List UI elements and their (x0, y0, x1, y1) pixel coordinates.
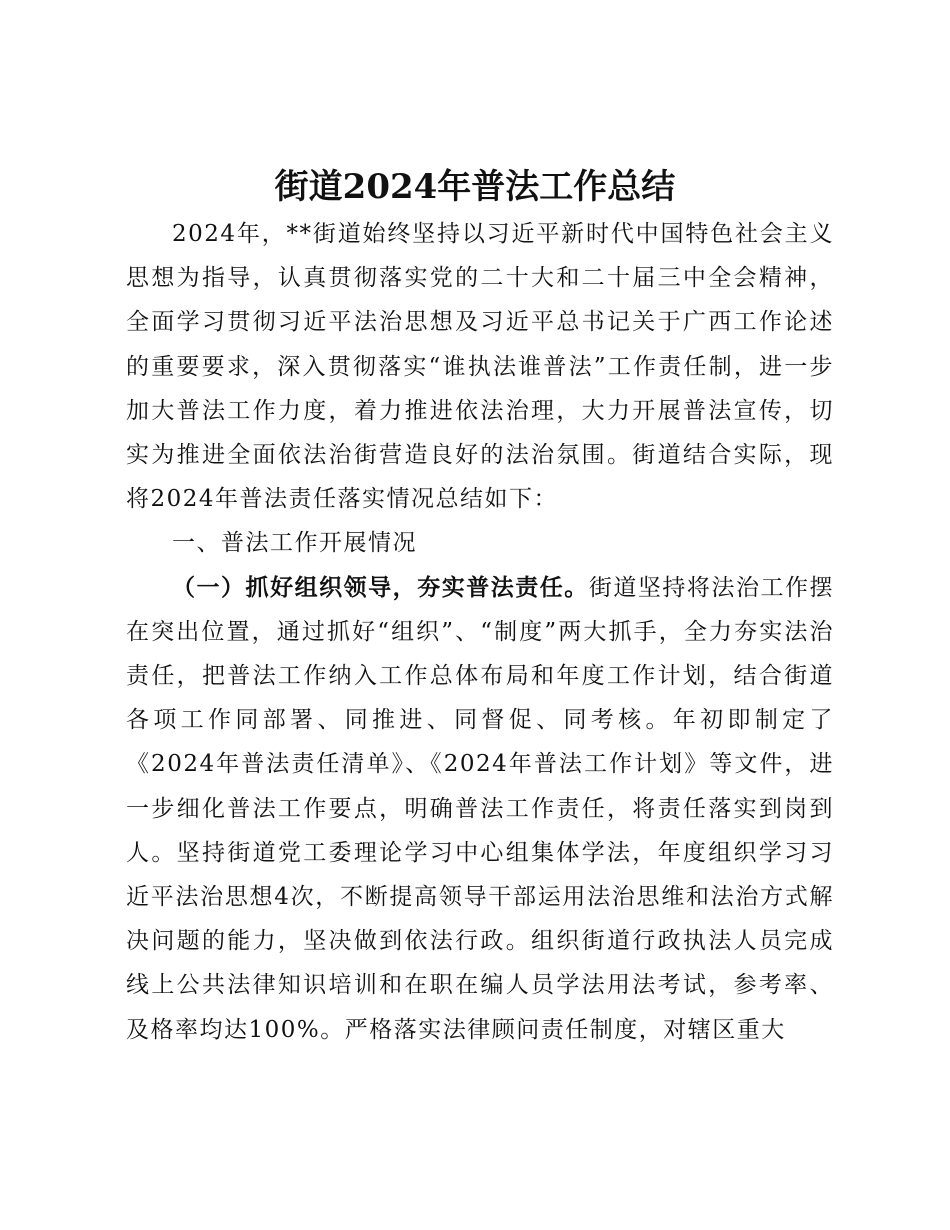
document-title: 街道2024年普法工作总结 (274, 167, 676, 207)
subsection-lead: （一）抓好组织领导，夯实普法责任。 (172, 573, 589, 601)
subsection-body: 街道坚持将法治工作摆在突出位置，通过抓好“组织”、“制度”两大抓手，全力夯实法治责任，把普法工作纳入工作总体布局和年度工作计划，结合街道各项工作同部署、同推进、同督促、同考核。年初即制定了《2024年普法责任清单》、《2024年普法工作计划》等文件，进一步细化普法工作要点，明确普法工作责任，将责任落实到岗到人。坚持街道党工委理论学习中心组集体学法，年度组织学习习近平法治思想4次，不断提高领导干部运用法治思维和法治方式解决问题的能力，坚决做到依法行政。组织街道行政执法人员完成线上公共法律知识培训和在职在编人员学法用法考试，参考率、及格率均达100%。严格落实法律顾问责任制度，对辖区重大 (126, 574, 835, 1043)
intro-paragraph: 2024年，**街道始终坚持以习近平新时代中国特色社会主义思想为指导，认真贯彻落实党的二十大和二十届三中全会精神，全面学习贯彻习近平法治思想及习近平总书记关于广西工作论述的重要要求，深入贯彻落实“谁执法谁普法”工作责任制，进一步加大普法工作力度，着力推进依法治理，大力开展普法宣传，切实为推进全面依法治街营造良好的法治氛围。街道结合实际，现将2024年普法责任落实情况总结如下： (126, 221, 834, 513)
document-body (126, 212, 834, 1052)
subsection-paragraph (126, 566, 834, 1052)
section-heading: 一、普法工作开展情况 (172, 530, 417, 557)
